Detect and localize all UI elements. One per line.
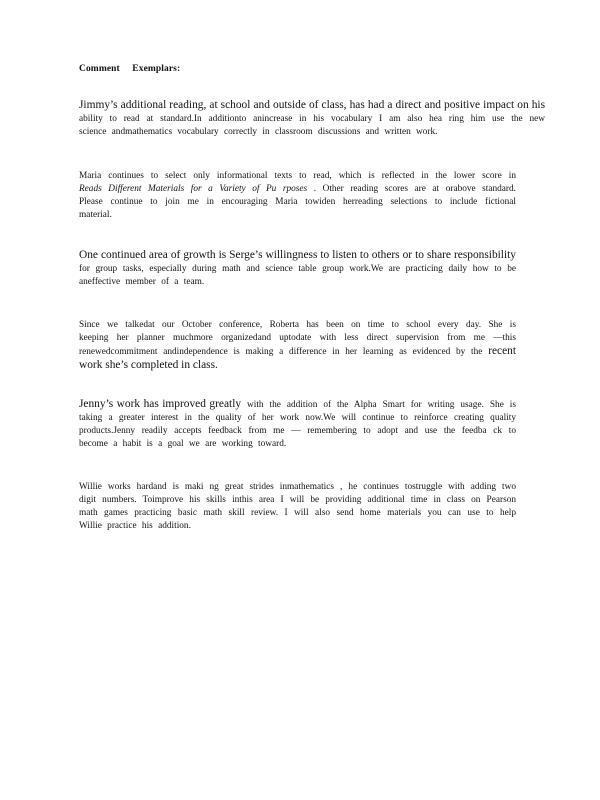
paragraph-body: with the addition of the Alpha Smart for writing usage. She is taking a greater interest in the quality of her work now.We will continue to reinforce creating quality products.Jenny readily accepts feedback from me — remembering to adopt and use the feedba ck to become a habit is a goal we are working toward. <box>79 400 517 449</box>
paragraph-serge <box>79 249 516 289</box>
paragraph-maria <box>79 170 516 222</box>
paragraph-lead: One continued area of growth is Serge’s willingness to listen to others or to share responsibility <box>79 249 516 261</box>
paragraph-body: Willie works hardand is maki ng great strides inmathematics , he continues tostruggle with adding two digit numbers. Toimprove his skills inthis area I will be providing additional time in class on Pearson math games practicing basic math skill review. I will also send home materials you can use to help Willie practice his addition. <box>79 482 516 531</box>
paragraph-tail: recent work she’s completed in class. <box>79 345 517 371</box>
paragraph-body-continued: . Other reading scores are at orabove standard. Please continue to join me in encouraging Maria towiden herreading selections to include fictional material. <box>79 184 517 220</box>
paragraph-body: Maria continues to select only informational texts to read, which is reflected in the lower score in <box>79 171 516 181</box>
paragraph-willie <box>79 481 516 533</box>
paragraph-jenny <box>79 398 516 451</box>
paragraph-body: Since we talkedat our October conference, Roberta has been on time to school every day. She is keeping her planner muchmore organizedand uptodate with less direct supervision from me —this renewedcommitment andindependence is making a difference in her learning as evidenced by the <box>79 320 516 357</box>
paragraph-italic-title: Reads Different Materials for a Variety of Pu rposes <box>79 184 308 194</box>
heading-comment-exemplars: Comment Exemplars: <box>79 64 181 74</box>
paragraph-lead: Jenny’s work has improved greatly <box>79 398 242 410</box>
paragraph-jimmy <box>79 99 545 139</box>
paragraph-body: for group tasks, especially during math and science table group work.We are practicing daily how to be aneffective member of a team. <box>79 264 516 287</box>
paragraph-lead: Jimmy’s additional reading, at school and outside of class, has had a direct and positive impact on his <box>79 99 545 111</box>
paragraph-roberta <box>79 319 516 373</box>
paragraph-body: ability to read at standard.In additionto anincrease in his vocabulary I am also hea ring him use the new science andmathematics vocabulary correctly in classroom discussions and written work. <box>79 114 545 137</box>
